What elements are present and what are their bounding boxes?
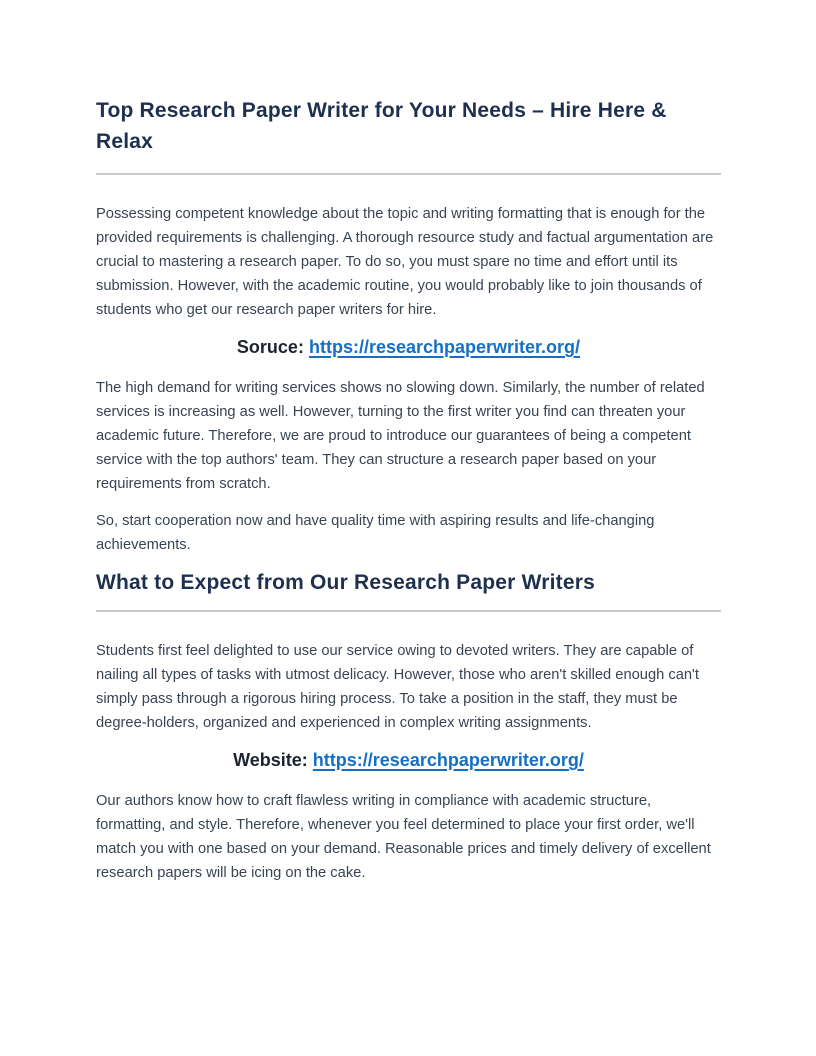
demand-paragraph: The high demand for writing services shows no slowing down. Similarly, the number of related services is increasing as well. However, turning to the first writer you find can threaten your academic future. Therefore, we are proud to introduce our guarantees of being a competent service with the top authors' team. They can structure a research paper based on your requirements from scratch.	[96, 380, 705, 492]
expect-paragraph: Students first feel delighted to use our service owing to devoted writers. They are capable of nailing all types of tasks with utmost delicacy. However, those who aren't skilled enough can't simply pass through a rigorous hiring process. To take a position in the staff, they must be degree-holders, organized and experienced in complex writing assignments.	[96, 643, 699, 731]
website-label: Website:	[233, 750, 308, 770]
intro-paragraph: Possessing competent knowledge about the topic and writing formatting that is enough for the provided requirements is challenging. A thorough resource study and factual argumentation are crucial to mastering a research paper. To do so, you must spare no time and effort until its submission. However, with the academic routine, you would probably like to join thousands of students who get our research paper writers for hire.	[96, 206, 714, 318]
source-line	[96, 335, 721, 360]
divider	[96, 173, 721, 175]
divider	[96, 610, 721, 612]
section-heading: What to Expect from Our Research Paper Writers	[96, 571, 595, 594]
cooperation-paragraph: So, start cooperation now and have quality time with aspiring results and life-changing achievements.	[96, 513, 655, 553]
source-link[interactable]: https://researchpaperwriter.org/	[308, 337, 581, 357]
page-title: Top Research Paper Writer for Your Needs – Hire Here & Relax	[96, 99, 667, 153]
source-label: Soruce:	[236, 337, 304, 357]
authors-paragraph: Our authors know how to craft flawless writing in compliance with academic structure, formatting, and style. Therefore, whenever you feel determined to place your first order, we'll match you with one based on your demand. Reasonable prices and timely delivery of excellent research papers will be icing on the cake.	[96, 793, 711, 881]
website-link[interactable]: https://researchpaperwriter.org/	[312, 750, 584, 770]
website-line	[96, 748, 721, 773]
